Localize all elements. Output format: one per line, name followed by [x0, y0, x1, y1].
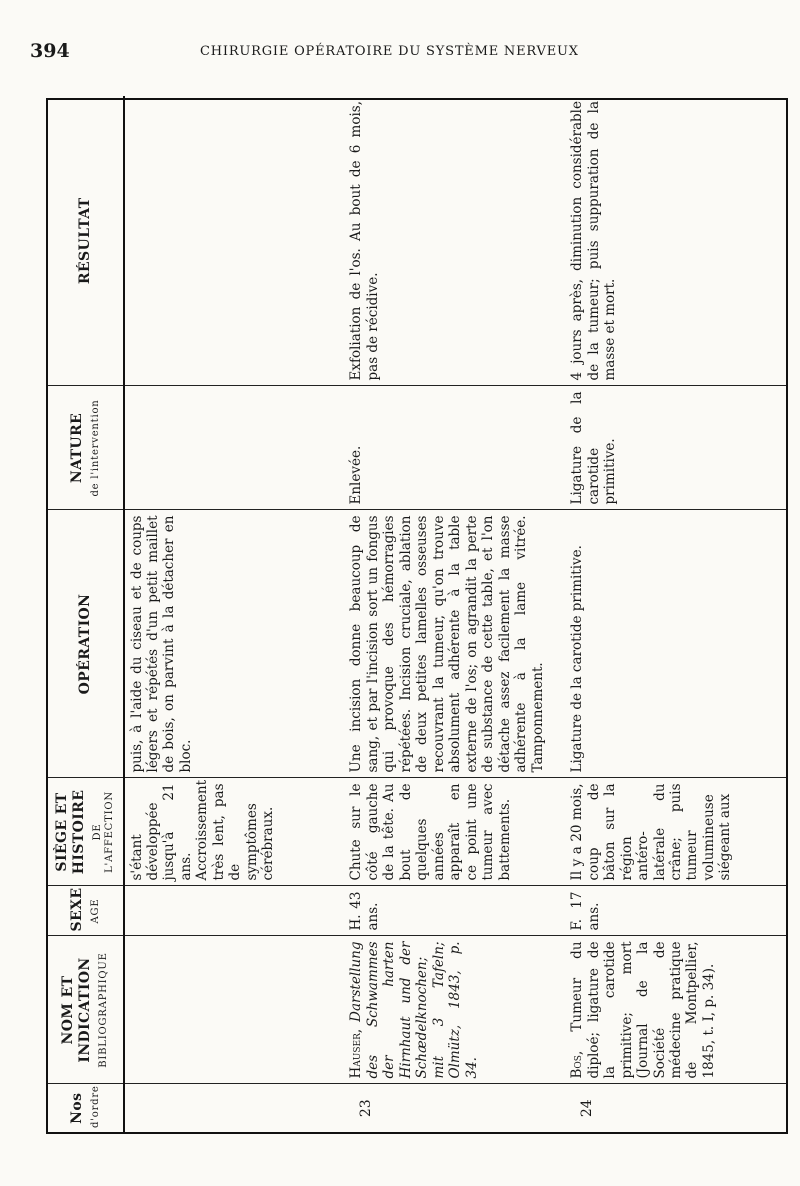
cell-nom: Hauser, Darstellung des Schwammes der harten Hirnhaut und der Schædelknochen; mit 3 Tafeln; Olmütz, 1843, p. 34. — [344, 936, 565, 1084]
column-header-sexe: SEXE AGE — [48, 886, 124, 936]
table-row — [344, 96, 565, 1132]
column-header-operation: OPÉRATION — [48, 510, 124, 778]
cell-operation: Ligature de la carotide primitive. — [565, 510, 786, 778]
cell-operation: puis, à l'aide du ciseau et de coups légers et répétés d'un petit maillet de bois, on parvint à la détacher en bloc. — [124, 510, 345, 778]
column-header-siege: SIÈGE ET HISTOIRE DE L'AFFECTION — [48, 778, 124, 886]
cell-num: 24 — [579, 1099, 596, 1118]
cell-resultat: 4 jours après, diminution considérable de la tumeur; puis suppuration de la masse et mort. — [565, 96, 786, 386]
cell-resultat — [124, 96, 345, 386]
table-row — [565, 96, 786, 1132]
cell-num: 23 — [358, 1099, 375, 1118]
cell-num — [124, 1084, 345, 1132]
cell-siege: s'étant développée jusqu'à 21 ans. Accroissement très lent, pas de symptômes cérébraux. — [124, 778, 345, 886]
cell-resultat: Exfoliation de l'os. Au bout de 6 mois, pas de récidive. — [344, 96, 565, 386]
column-header-nom: NOM ET INDICATION BIBLIOGRAPHIQUE — [48, 936, 124, 1084]
cell-operation: Une incision donne beaucoup de sang, et par l'incision sort un fongus qui provoque des hémorragies répétées. Incision cruciale, ablation de deux petites lamelles osseuses recouvrant la tumeur, qu'on trouve absolument adhérente à la table externe de l'os; on agrandit la perte de substance de cette table, et l'on détache assez facilement la masse adhérente à la lame vitrée. Tamponnement. — [344, 510, 565, 778]
cell-nom: Bos, Tumeur du diploé; ligature de la carotide primitive; mort (Journal de la Société de médecine pratique de Montpellier, 1845, t. I, p. 34). — [565, 936, 786, 1084]
cell-nature — [124, 386, 345, 510]
cell-siege: Chute sur le côté gauche de la tête. Au bout de quelques années apparaît en ce point une tumeur avec battements. — [344, 778, 565, 886]
cell-nature: Ligature de la carotide primitive. — [565, 386, 786, 510]
case-table — [48, 96, 786, 1132]
cell-sexe: F. 17 ans. — [565, 886, 786, 936]
page-number: 394 — [30, 40, 70, 62]
table-row — [124, 96, 345, 1132]
cell-sexe: H. 43 ans. — [344, 886, 565, 936]
case-table-frame — [46, 98, 788, 1134]
table-header-row — [48, 96, 124, 1132]
column-header-num: Nos d'ordre — [48, 1084, 124, 1132]
cell-siege: Il y a 20 mois, coup de bâton sur la région antéro-latérale du crâne; puis tumeur volumineuse siégeant aux — [565, 778, 786, 886]
column-header-nature: NATURE de l'intervention — [48, 386, 124, 510]
cell-nom — [124, 936, 345, 1084]
cell-sexe — [124, 886, 345, 936]
running-title: CHIRURGIE OPÉRATOIRE DU SYSTÈME NERVEUX — [200, 44, 579, 59]
column-header-resultat: RÉSULTAT — [48, 96, 124, 386]
cell-nature: Enlevée. — [344, 386, 565, 510]
